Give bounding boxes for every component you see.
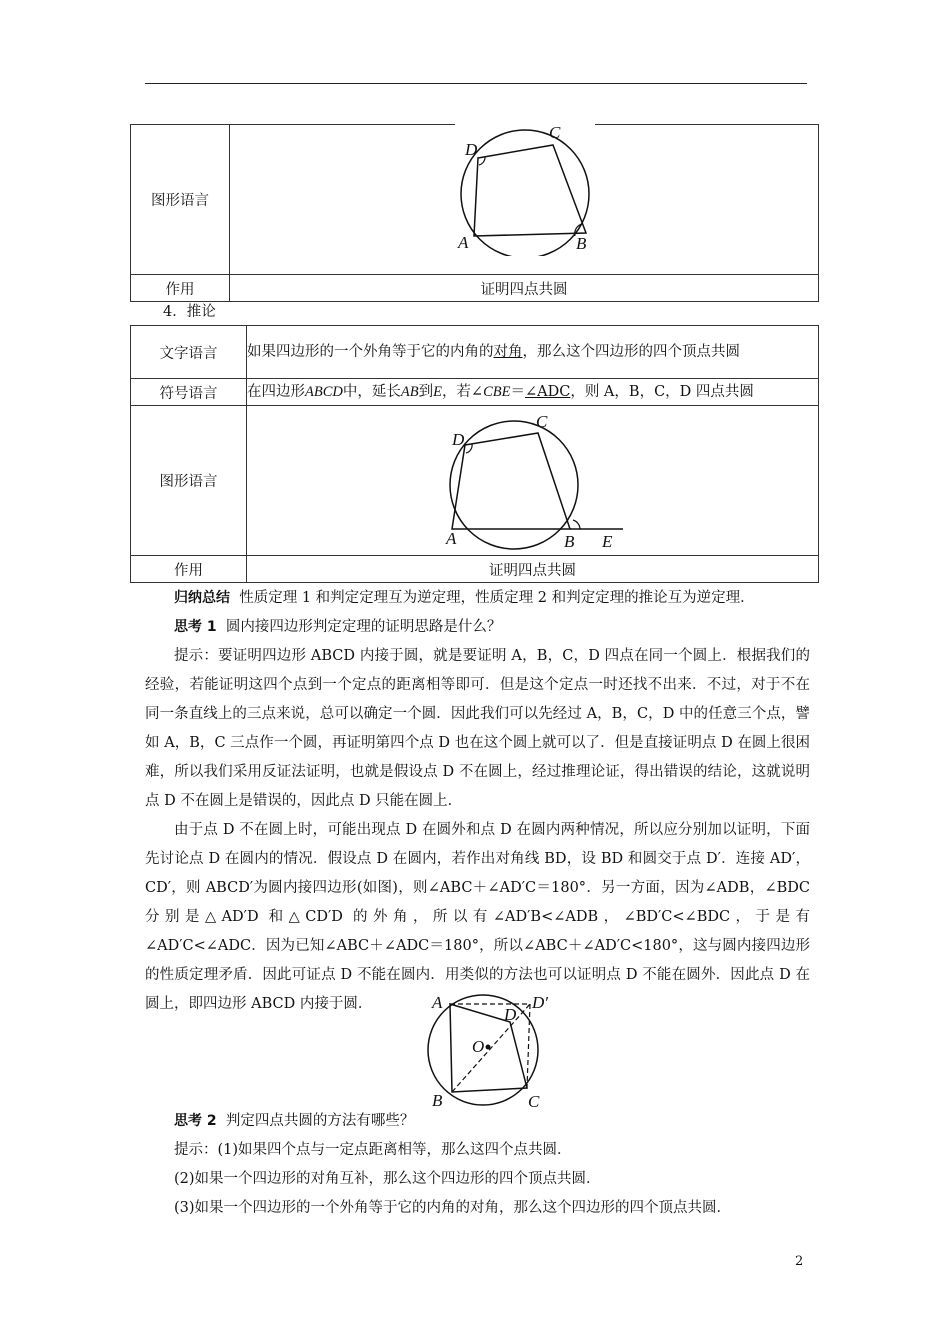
use-value: 证明四点共圆 [230,275,819,302]
figure-proof-diagram [420,990,560,1110]
label-D-2: D [451,429,464,449]
figure-label: 图形语言 [131,125,230,275]
symbol-value: 在四边形ABCD中，延长AB到E，若∠CBE＝∠ADC，则 A，B，C，D 四点共圆 [247,379,819,406]
use-label: 作用 [131,275,230,302]
label-A-3: A [432,993,443,1012]
symbol-label: 符号语言 [131,379,247,406]
text-label: 文字语言 [131,326,247,379]
summary: 归纳总结 性质定理 1 和判定定理互为逆定理，性质定理 2 和判定定理的推论互为逆定理． [174,590,755,606]
think1-question: 思考 1 圆内接四边形判定定理的证明思路是什么？ [174,619,502,635]
text-value: 如果四边形的一个外角等于它的内角的对角，那么这个四边形的四个顶点共圆 [247,326,819,379]
label-A: A [458,233,469,252]
figure-inscribed-quadrilateral [455,118,595,256]
label-C: C [549,123,561,142]
label-B: B [576,234,587,253]
label-D: D [465,140,478,159]
header-rule [145,83,807,84]
figure-cell-2 [247,406,819,556]
body-text [145,584,810,1019]
label-C-2: C [535,411,547,431]
corollary-table [130,325,819,583]
think2-item-3: (3)如果一个四边形的一个外角等于它的内角的对角，那么这个四边形的四个顶点共圆． [174,1200,732,1216]
think2-question: 思考 2 判定四点共圆的方法有哪些？ [174,1113,415,1129]
label-B-2: B [563,531,574,551]
think2-item-2: (2)如果一个四边形的对角互补，那么这个四边形的四个顶点共圆． [174,1171,601,1187]
think2-item-1: 提示：(1)如果四个点与一定点距离相等，那么这四个点共圆． [174,1142,572,1158]
label-B-3: B [432,1091,443,1110]
think1-hint-1: 提示：要证明四边形 ABCD 内接于圆，就是要证明 A，B，C，D 四点在同一个圆上．根据我们的经验，若能证明这四个点到一个定点的距离相等即可．但是这个定点一时还找不出来．不过，对于不在同一条直线上的三点来说，总可以确定一个圆．因此我们可以先经过 A，B，C，D 中的任意三个点，譬如 A，B，C 三点作一个圆，再证明第四个点 D 也在这个圆上就可以了．但是直接证明点 D 在圆上很困难，所以我们采用反证法证明，也就是假设点 D 不在圆上，经过推理论证，得出错误的结论，这就说明点 D 不在圆上是错误的，因此点 D 只能在圆上． [145,648,810,809]
figure-exterior-angle [438,411,628,551]
label-A-2: A [445,528,456,548]
think1-hint-2: 由于点 D 不在圆上时，可能出现点 D 在圆外和点 D 在圆内两种情况，所以应分别加以证明，下面先讨论点 D 在圆内的情况．假设点 D 在圆内，若作出对角线 BD，设 BD 和圆交于点 D′．连接 AD′，CD′，则 ABCD′为圆内接四边形(如图)，则∠ABC＋∠AD′C＝180°．另一方面，因为∠ADB，∠BDC 分别是△AD′D 和△CD′D 的外角，所以有∠AD′B<∠ADB，∠BD′C<∠BDC，于是有∠AD′C<∠ADC．因为已知∠ABC＋∠ADC＝180°，所以∠ABC＋∠AD′C<180°，这与圆内接四边形的性质定理矛盾．因此可证点 D 不能在圆内．用类似的方法也可以证明点 D 不能在圆外．因此点 D 在圆上，即四边形 ABCD 内接于圆． [145,822,810,1012]
figure-label-2: 图形语言 [131,406,247,556]
label-E: E [601,531,612,551]
label-Dprime: D′ [532,993,548,1012]
use-value-2: 证明四点共圆 [247,556,819,583]
use-label-2: 作用 [131,556,247,583]
label-O: O [472,1037,485,1056]
think2-section [145,1107,810,1223]
label-C-3: C [528,1092,540,1110]
label-D-3: D [504,1005,517,1024]
page-number: 2 [795,1254,804,1269]
section-heading: 4．推论 [163,304,216,320]
